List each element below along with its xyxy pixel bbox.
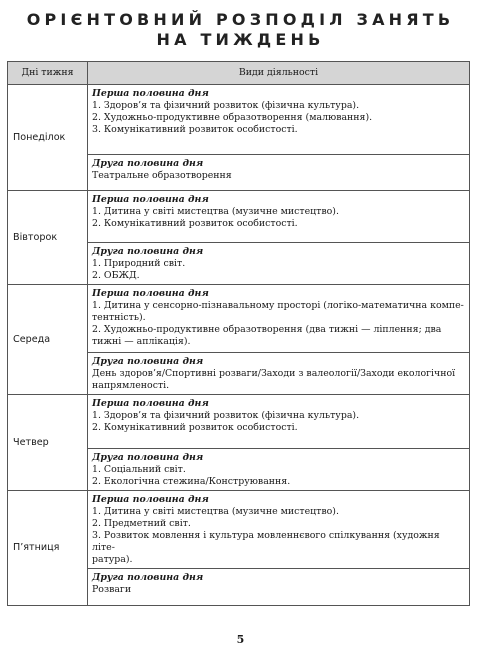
half-day-label: Перша половина дня <box>92 494 209 505</box>
activity-cell <box>88 449 470 491</box>
table-row <box>8 85 470 155</box>
header-day: Дні тижня <box>8 62 88 85</box>
activity-cell <box>88 191 470 243</box>
half-day-label: Друга половина дня <box>92 356 204 367</box>
weekly-schedule-table <box>7 61 470 606</box>
activity-line: 1. Здоров’я та фізичний розвиток (фізична культура). <box>92 100 360 111</box>
page-number: 5 <box>236 633 245 646</box>
activity-line: 1. Соціальний світ. <box>92 464 186 475</box>
page-title-line-2: НА ТИЖДЕНЬ <box>156 30 325 49</box>
activity-line: 1. Дитина у сенсорно-пізнавальному просторі (логіко-математична компе- <box>92 300 464 311</box>
activity-line: 2. Екологічна стежина/Конструювання. <box>92 476 291 487</box>
activity-line: 3. Розвиток мовлення і культура мовленнєвого спілкування (художня літе- <box>92 530 440 553</box>
half-day-label: Друга половина дня <box>92 572 204 583</box>
header-activity: Види діяльності <box>88 62 470 85</box>
table-row <box>8 395 470 449</box>
activity-cell <box>88 85 470 155</box>
activity-line: 2. Комунікативний розвиток особистості. <box>92 218 298 229</box>
activity-line: тижні — аплікація). <box>92 336 191 347</box>
activity-cell <box>88 285 470 353</box>
activity-line: 2. ОБЖД. <box>92 270 140 281</box>
day-name: Понеділок <box>8 85 88 191</box>
activity-line: 1. Природний світ. <box>92 258 186 269</box>
activity-line: 1. Дитина у світі мистецтва (музичне мистецтво). <box>92 506 339 517</box>
activity-line: тентність). <box>92 312 146 323</box>
half-day-label: Перша половина дня <box>92 398 209 409</box>
day-name: Вівторок <box>8 191 88 285</box>
activity-line: напрямленості. <box>92 380 170 391</box>
table-row <box>8 285 470 353</box>
activity-cell <box>88 569 470 606</box>
table-header-row <box>8 62 470 85</box>
activity-cell <box>88 353 470 395</box>
activity-line: Театральне образотворення <box>92 170 232 181</box>
table-row <box>8 191 470 243</box>
day-name: Четвер <box>8 395 88 491</box>
activity-line: 2. Художньо-продуктивне образотворення (малювання). <box>92 112 373 123</box>
activity-cell <box>88 491 470 569</box>
activity-line: 2. Предметний світ. <box>92 518 191 529</box>
activity-line: Розваги <box>92 584 132 595</box>
activity-line: ратура). <box>92 554 133 565</box>
half-day-label: Перша половина дня <box>92 88 209 99</box>
half-day-label: Друга половина дня <box>92 246 204 257</box>
half-day-label: Перша половина дня <box>92 194 209 205</box>
activity-cell <box>88 395 470 449</box>
table-row <box>8 491 470 569</box>
activity-cell <box>88 243 470 285</box>
activity-cell <box>88 155 470 191</box>
half-day-label: Друга половина дня <box>92 452 204 463</box>
activity-line: 2. Комунікативний розвиток особистості. <box>92 422 298 433</box>
activity-line: 2. Художньо-продуктивне образотворення (два тижні — ліплення; два <box>92 324 442 335</box>
activity-line: 1. Здоров’я та фізичний розвиток (фізична культура). <box>92 410 360 421</box>
day-name: П’ятниця <box>8 491 88 606</box>
page-title-line-1: ОРІЄНТОВНИЙ РОЗПОДІЛ ЗАНЯТЬ <box>26 10 455 29</box>
half-day-label: Перша половина дня <box>92 288 209 299</box>
day-name: Середа <box>8 285 88 395</box>
half-day-label: Друга половина дня <box>92 158 204 169</box>
activity-line: 1. Дитина у світі мистецтва (музичне мистецтво). <box>92 206 339 217</box>
activity-line: День здоров’я/Спортивні розваги/Заходи з валеології/Заходи екологічної <box>92 368 456 379</box>
activity-line: 3. Комунікативний розвиток особистості. <box>92 124 298 135</box>
